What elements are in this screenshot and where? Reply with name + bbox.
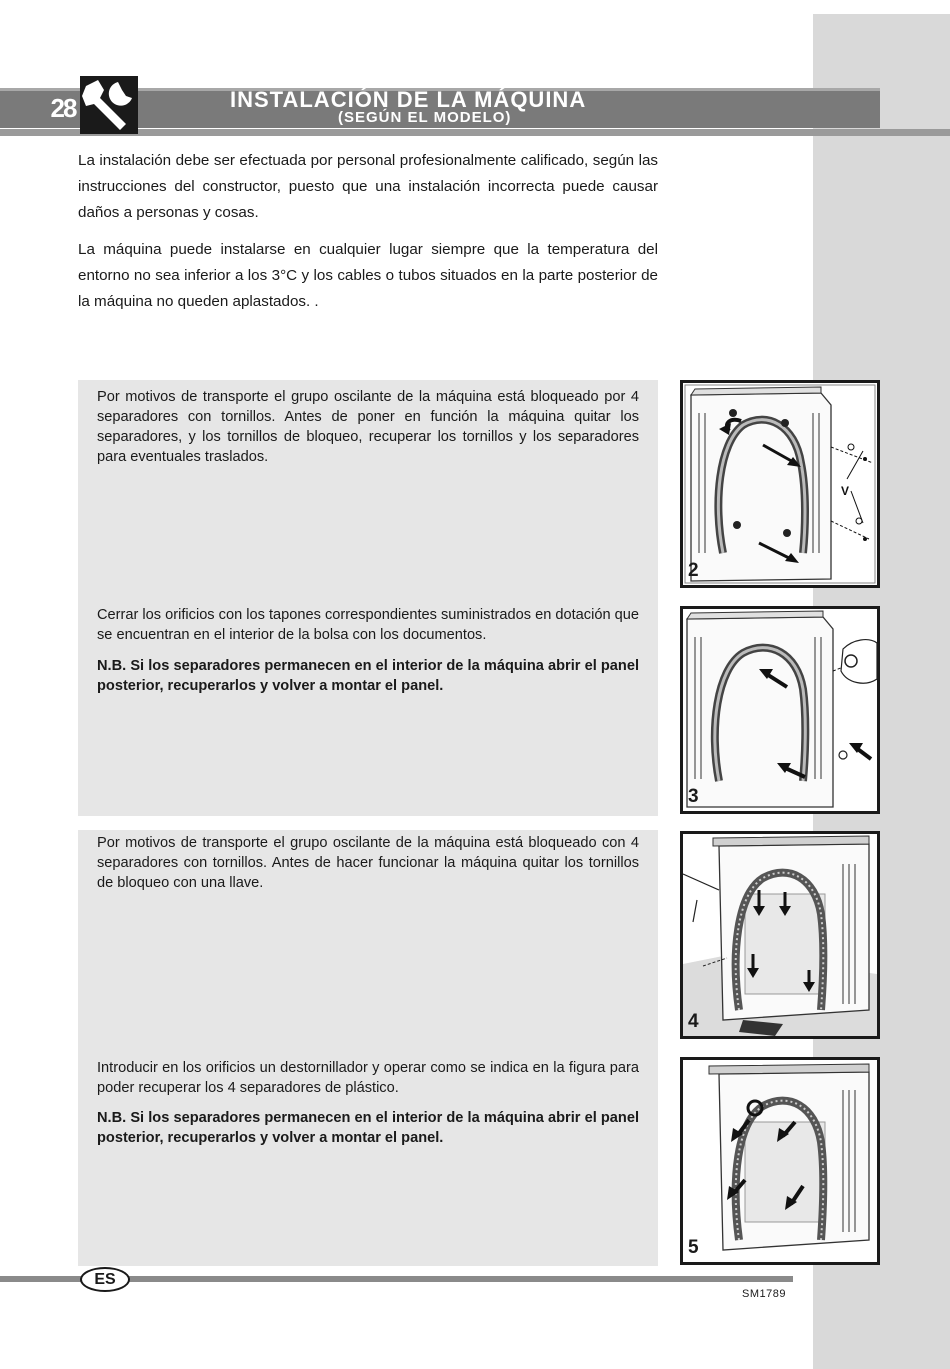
page-title: INSTALACIÓN DE LA MÁQUINA <box>230 87 587 112</box>
figure-2-number: 2 <box>688 560 699 581</box>
figure-2-rear-spacer-removal <box>680 380 880 588</box>
section-2-text-1: Por motivos de transporte el grupo oscilante de la máquina está bloqueado con 4 separadores con tornillos. Antes de hacer funcionar la máquina quitar los tornillos de bloqueo con una llave. <box>97 835 639 891</box>
section-1-text-1: Por motivos de transporte el grupo oscilante de la máquina está bloqueado por 4 separadores con tornillos. Antes de poner en función la máquina quitar los separadores, y los tornillos de bloqueo, recuperar los tornillos y los separadores para eventuales traslados. <box>97 389 639 465</box>
header-rule <box>0 129 950 136</box>
section-2-text-2: Introducir en los orificios un destornillador y operar como se indica en la figura para poder recuperar los 4 separadores de plástico. <box>97 1060 639 1096</box>
page-number: 28 <box>50 93 76 123</box>
language-badge: ES <box>80 1267 130 1292</box>
figure-4-remove-screws <box>680 831 880 1039</box>
intro-paragraph-2: La máquina puede instalarse en cualquier lugar siempre que la temperatura del entorno no sea inferior a los 3°C y los cables o tubos situados en la parte posterior de la máquina no queden aplastados. . <box>78 241 658 310</box>
figure-3-number: 3 <box>688 786 699 807</box>
document-code: SM1789 <box>742 1288 786 1300</box>
page-subtitle: (SEGÚN EL MODELO) <box>338 109 512 126</box>
section-1-note: N.B. Si los separadores permanecen en el interior de la máquina abrir el panel posterior, recuperarlos y volver a montar el panel. <box>97 658 639 694</box>
figure-2-label-v: V <box>841 484 850 498</box>
figure-3-plug-holes <box>680 606 880 814</box>
section-box-2 <box>78 830 658 1266</box>
figure-5-number: 5 <box>688 1237 699 1258</box>
figure-5-recover-spacers <box>680 1057 880 1265</box>
wrench-icon <box>80 76 138 134</box>
section-1-text-2: Cerrar los orificios con los tapones correspondientes suministrados en dotación que se encuentran en el interior de la bolsa con los documentos. <box>97 607 639 643</box>
section-2-note: N.B. Si los separadores permanecen en el interior de la máquina abrir el panel posterior, recuperarlos y volver a montar el panel. <box>97 1110 639 1146</box>
intro-paragraph-1: La instalación debe ser efectuada por personal profesionalmente calificado, según las instrucciones del constructor, puesto que una instalación incorrecta puede causar daños a personas y cosas. <box>78 152 658 221</box>
figure-4-number: 4 <box>688 1011 699 1032</box>
